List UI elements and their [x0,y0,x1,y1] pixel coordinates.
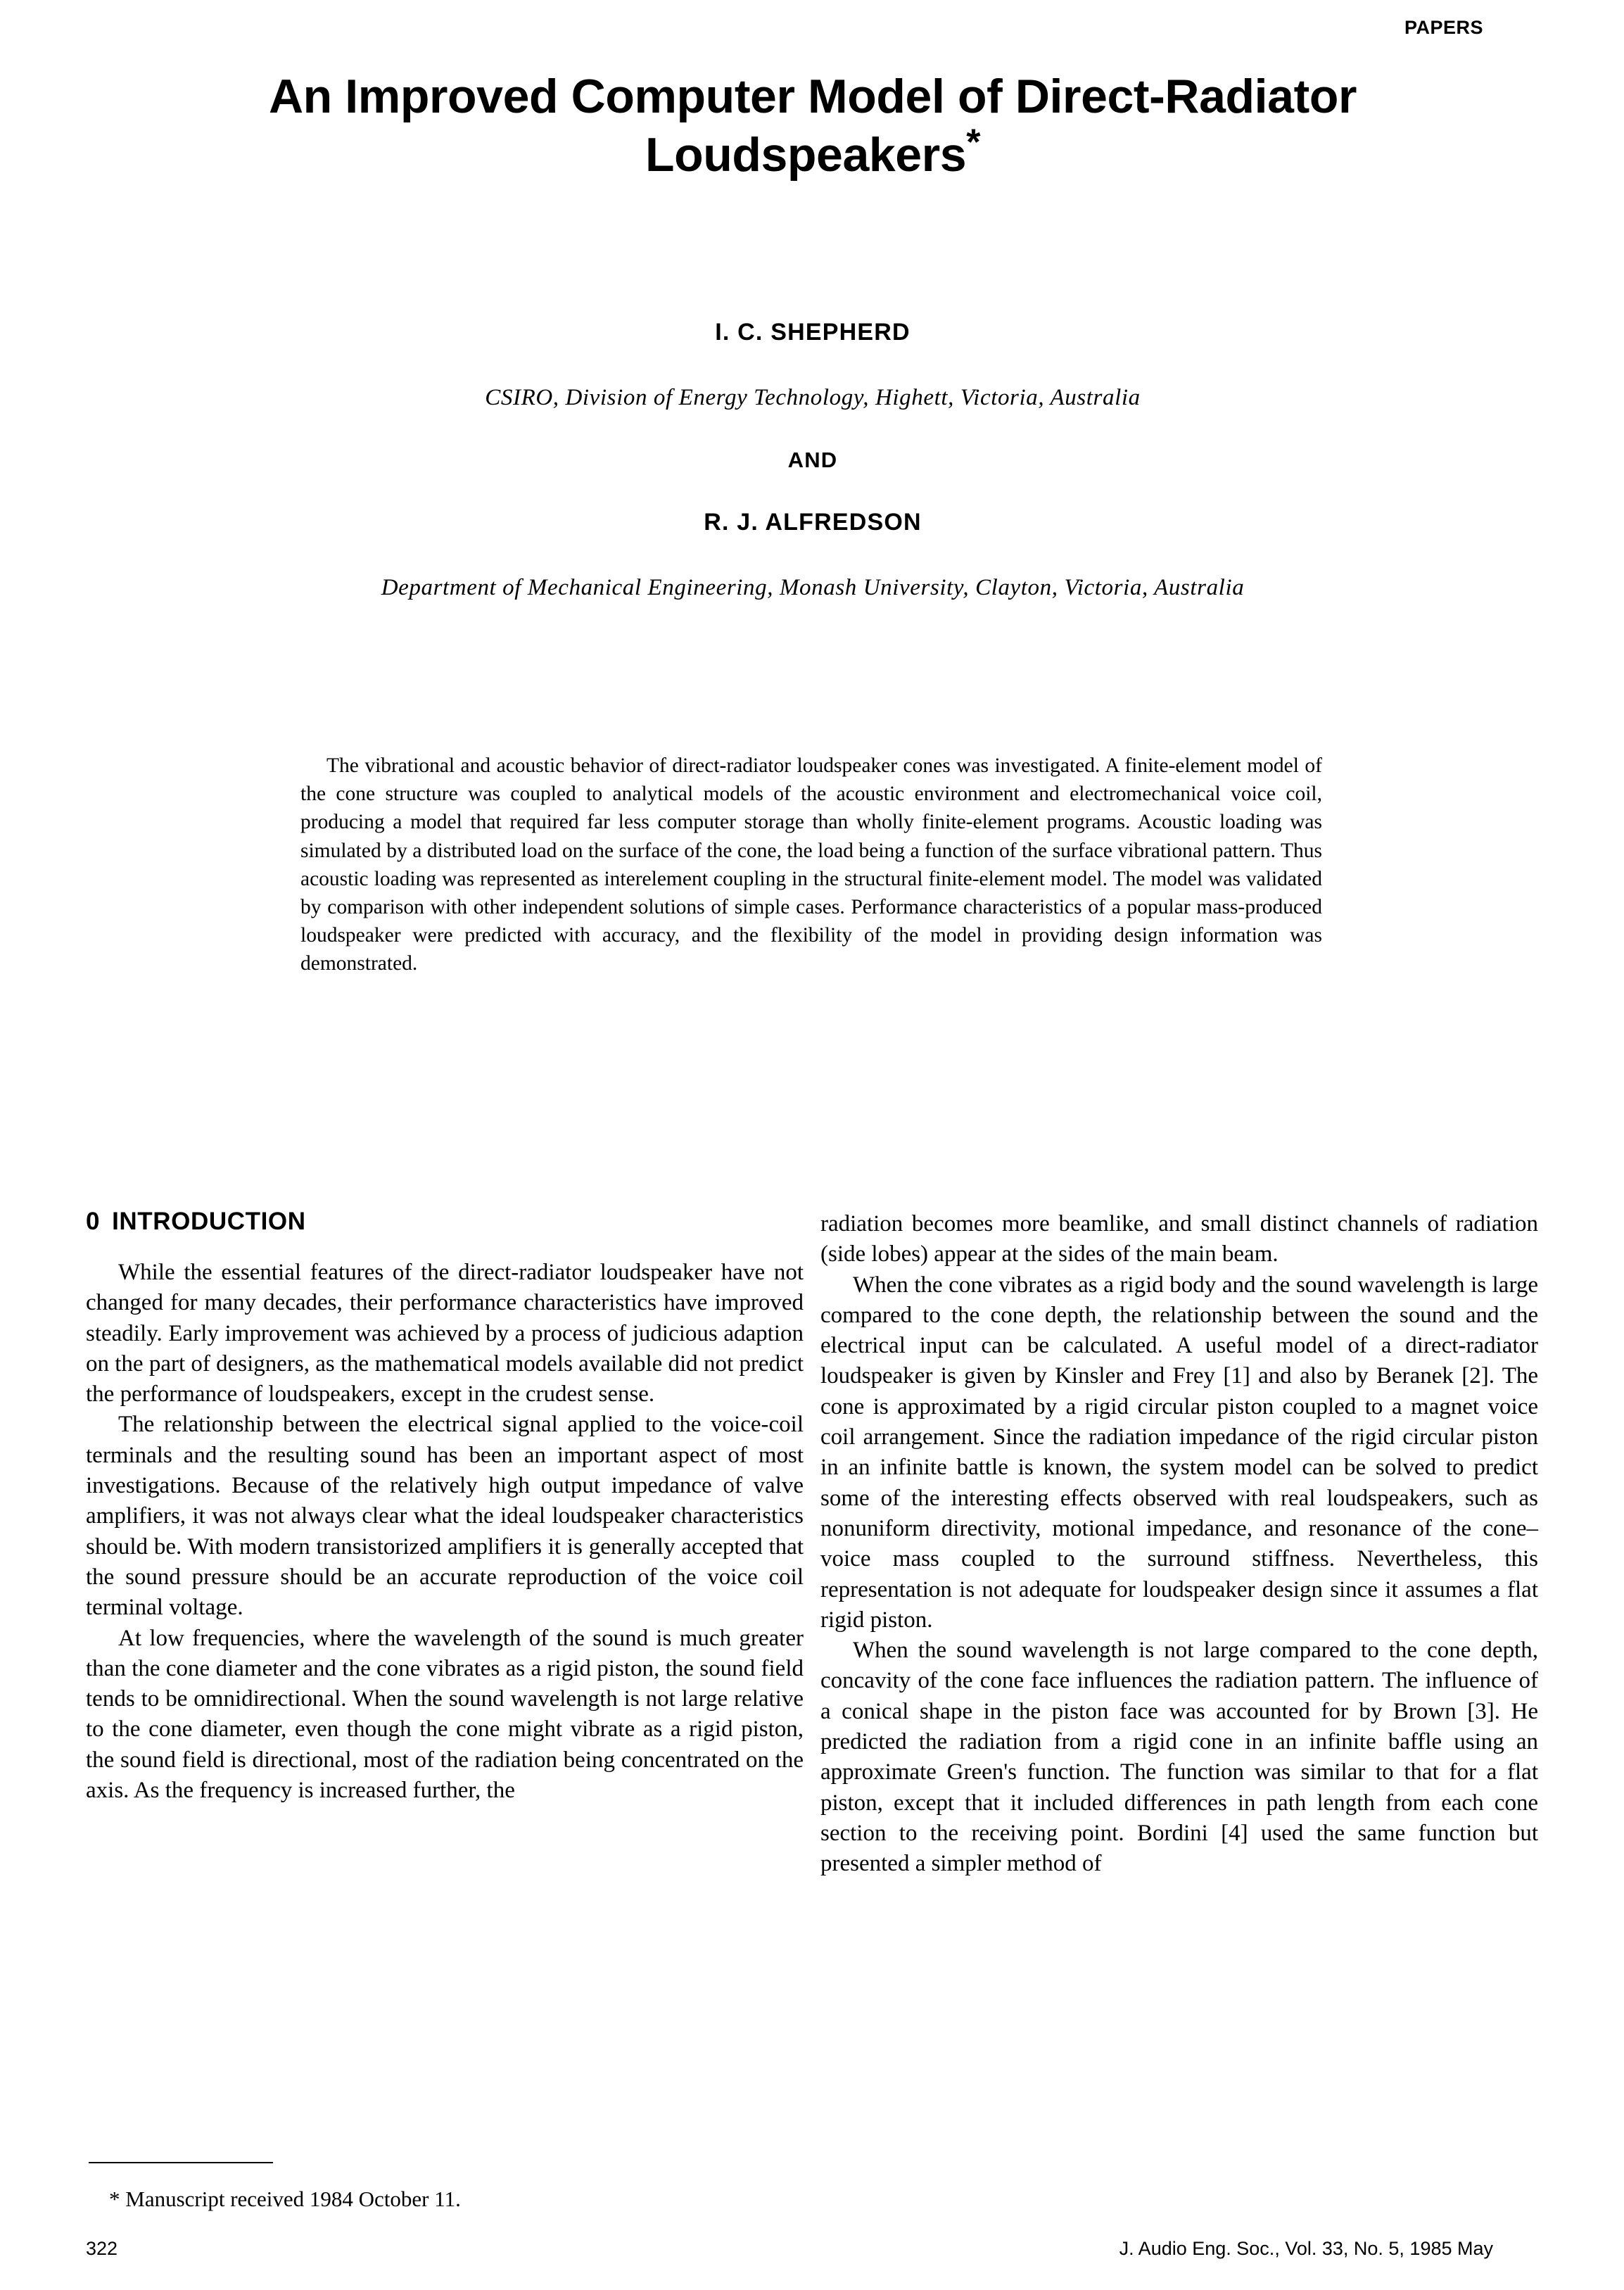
section-number: 0 [86,1208,101,1235]
section-title: INTRODUCTION [112,1208,306,1235]
spacer [113,344,1513,386]
running-head: PAPERS [1404,17,1483,38]
abstract: The vibrational and acoustic behavior of direct-radiator loudspeaker cones was investigated. A finite-element model of the cone structure was coupled to analytical models of the acoustic environment and electromechanical voice coil, producing a model that required far less computer storage than wholly finite-element programs. Acoustic loading was simulated by a distributed load on the surface of the cone, the load being a function of the surface vibrational pattern. Thus acoustic loading was represented as interelement coupling in the structural finite-element model. The model was validated by comparison with other independent solutions of simple cases. Performance characteristics of a popular mass-produced loudspeaker were predicted with accuracy, and the flexibility of the model in providing design information was demonstrated. [300,754,1322,975]
paragraph: When the sound wavelength is not large compared to the cone depth, concavity of the cone face influences the radiation pattern. The influence of a conical shape in the piston face was accounted for by Brown [3]. He predicted the radiation from a rigid cone in an infinite baffle using an approximate Green's function. The function was similar to that for a flat piston, except that it included differences in path length from each cone section to the receiving point. Bordini [4] used the same function but presented a simpler method of [820,1638,1538,1877]
body-column-right [820,1209,1538,1880]
paragraph: radiation becomes more beamlike, and small distinct channels of radiation (side lobes) appear at the sides of the main beam. [820,1211,1538,1267]
spacer [113,410,1513,449]
paragraph: At low frequencies, where the wavelength of the sound is much greater than the cone diameter and the cone vibrates as a rigid piston, the sound field tends to be omnidirectional. When the sound wavelength is not large relative to the cone diameter, even though the cone might vibrate as a rigid piston, the sound field is directional, most of the radiation being concentrated on the axis. As the frequency is increased further, the [86,1625,804,1804]
footnote-separator-rule [89,2162,273,2163]
title-line-1: An Improved Computer Model of Direct-Radiator [268,70,1357,123]
section-heading [86,1209,804,1234]
paragraph: The relationship between the electrical signal applied to the voice-coil terminals and the resulting sound has been an important aspect of most investigations. Because of the relatively high output impedance of valve amplifiers, it was not always clear what the ideal loudspeaker characteristics should be. With modern transistorized amplifiers it is generally accepted that the sound pressure should be an accurate reproduction of the voice coil terminal voltage. [86,1412,804,1621]
paragraph: When the cone vibrates as a rigid body and the sound wavelength is large compared to the cone depth, the relationship between the sound and the electrical input can be calculated. A useful model of a direct-radiator loudspeaker is given by Kinsler and Frey [1] and also by Beranek [2]. The cone is approximated by a rigid circular piston coupled to a magnet voice coil arrangement. Since the radiation impedance of the rigid circular piston in an infinite battle is known, the system model can be solved to predict some of the interesting effects observed with real loudspeakers, such as nonuniform directivity, motional impedance, and resonance of the cone–voice mass coupled to the surround stiffness. Nevertheless, this representation is not adequate for loudspeaker design since it assumes a flat rigid piston. [820,1272,1538,1633]
title-footnote-marker: * [966,122,981,163]
page-number: 322 [86,2238,118,2259]
body-column-left [86,1209,804,1806]
paragraph: While the essential features of the direct-radiator loudspeaker have not changed for many decades, their performance characteristics have improved steadily. Early improvement was achieved by a process of judicious adaption on the part of designers, as the mathematical models available did not predict the performance of loudspeakers, except in the crudest sense. [86,1260,804,1407]
spacer [113,471,1513,510]
author-affiliation-1: CSIRO, Division of Energy Technology, Highett, Victoria, Australia [485,385,1141,410]
footnote-manuscript-received: * Manuscript received 1984 October 11. [109,2187,461,2211]
spacer [113,534,1513,576]
author-block [113,320,1513,600]
author-affiliation-2: Department of Mechanical Engineering, Monash University, Clayton, Victoria, Australia [381,575,1245,600]
author-name-2: R. J. ALFREDSON [704,509,922,536]
author-conjunction: AND [787,448,838,472]
title-line-2: Loudspeakers [645,127,967,182]
journal-citation: J. Audio Eng. Soc., Vol. 33, No. 5, 1985 May [1119,2238,1493,2259]
author-name-1: I. C. SHEPHERD [715,319,911,346]
page-title [148,68,1478,184]
